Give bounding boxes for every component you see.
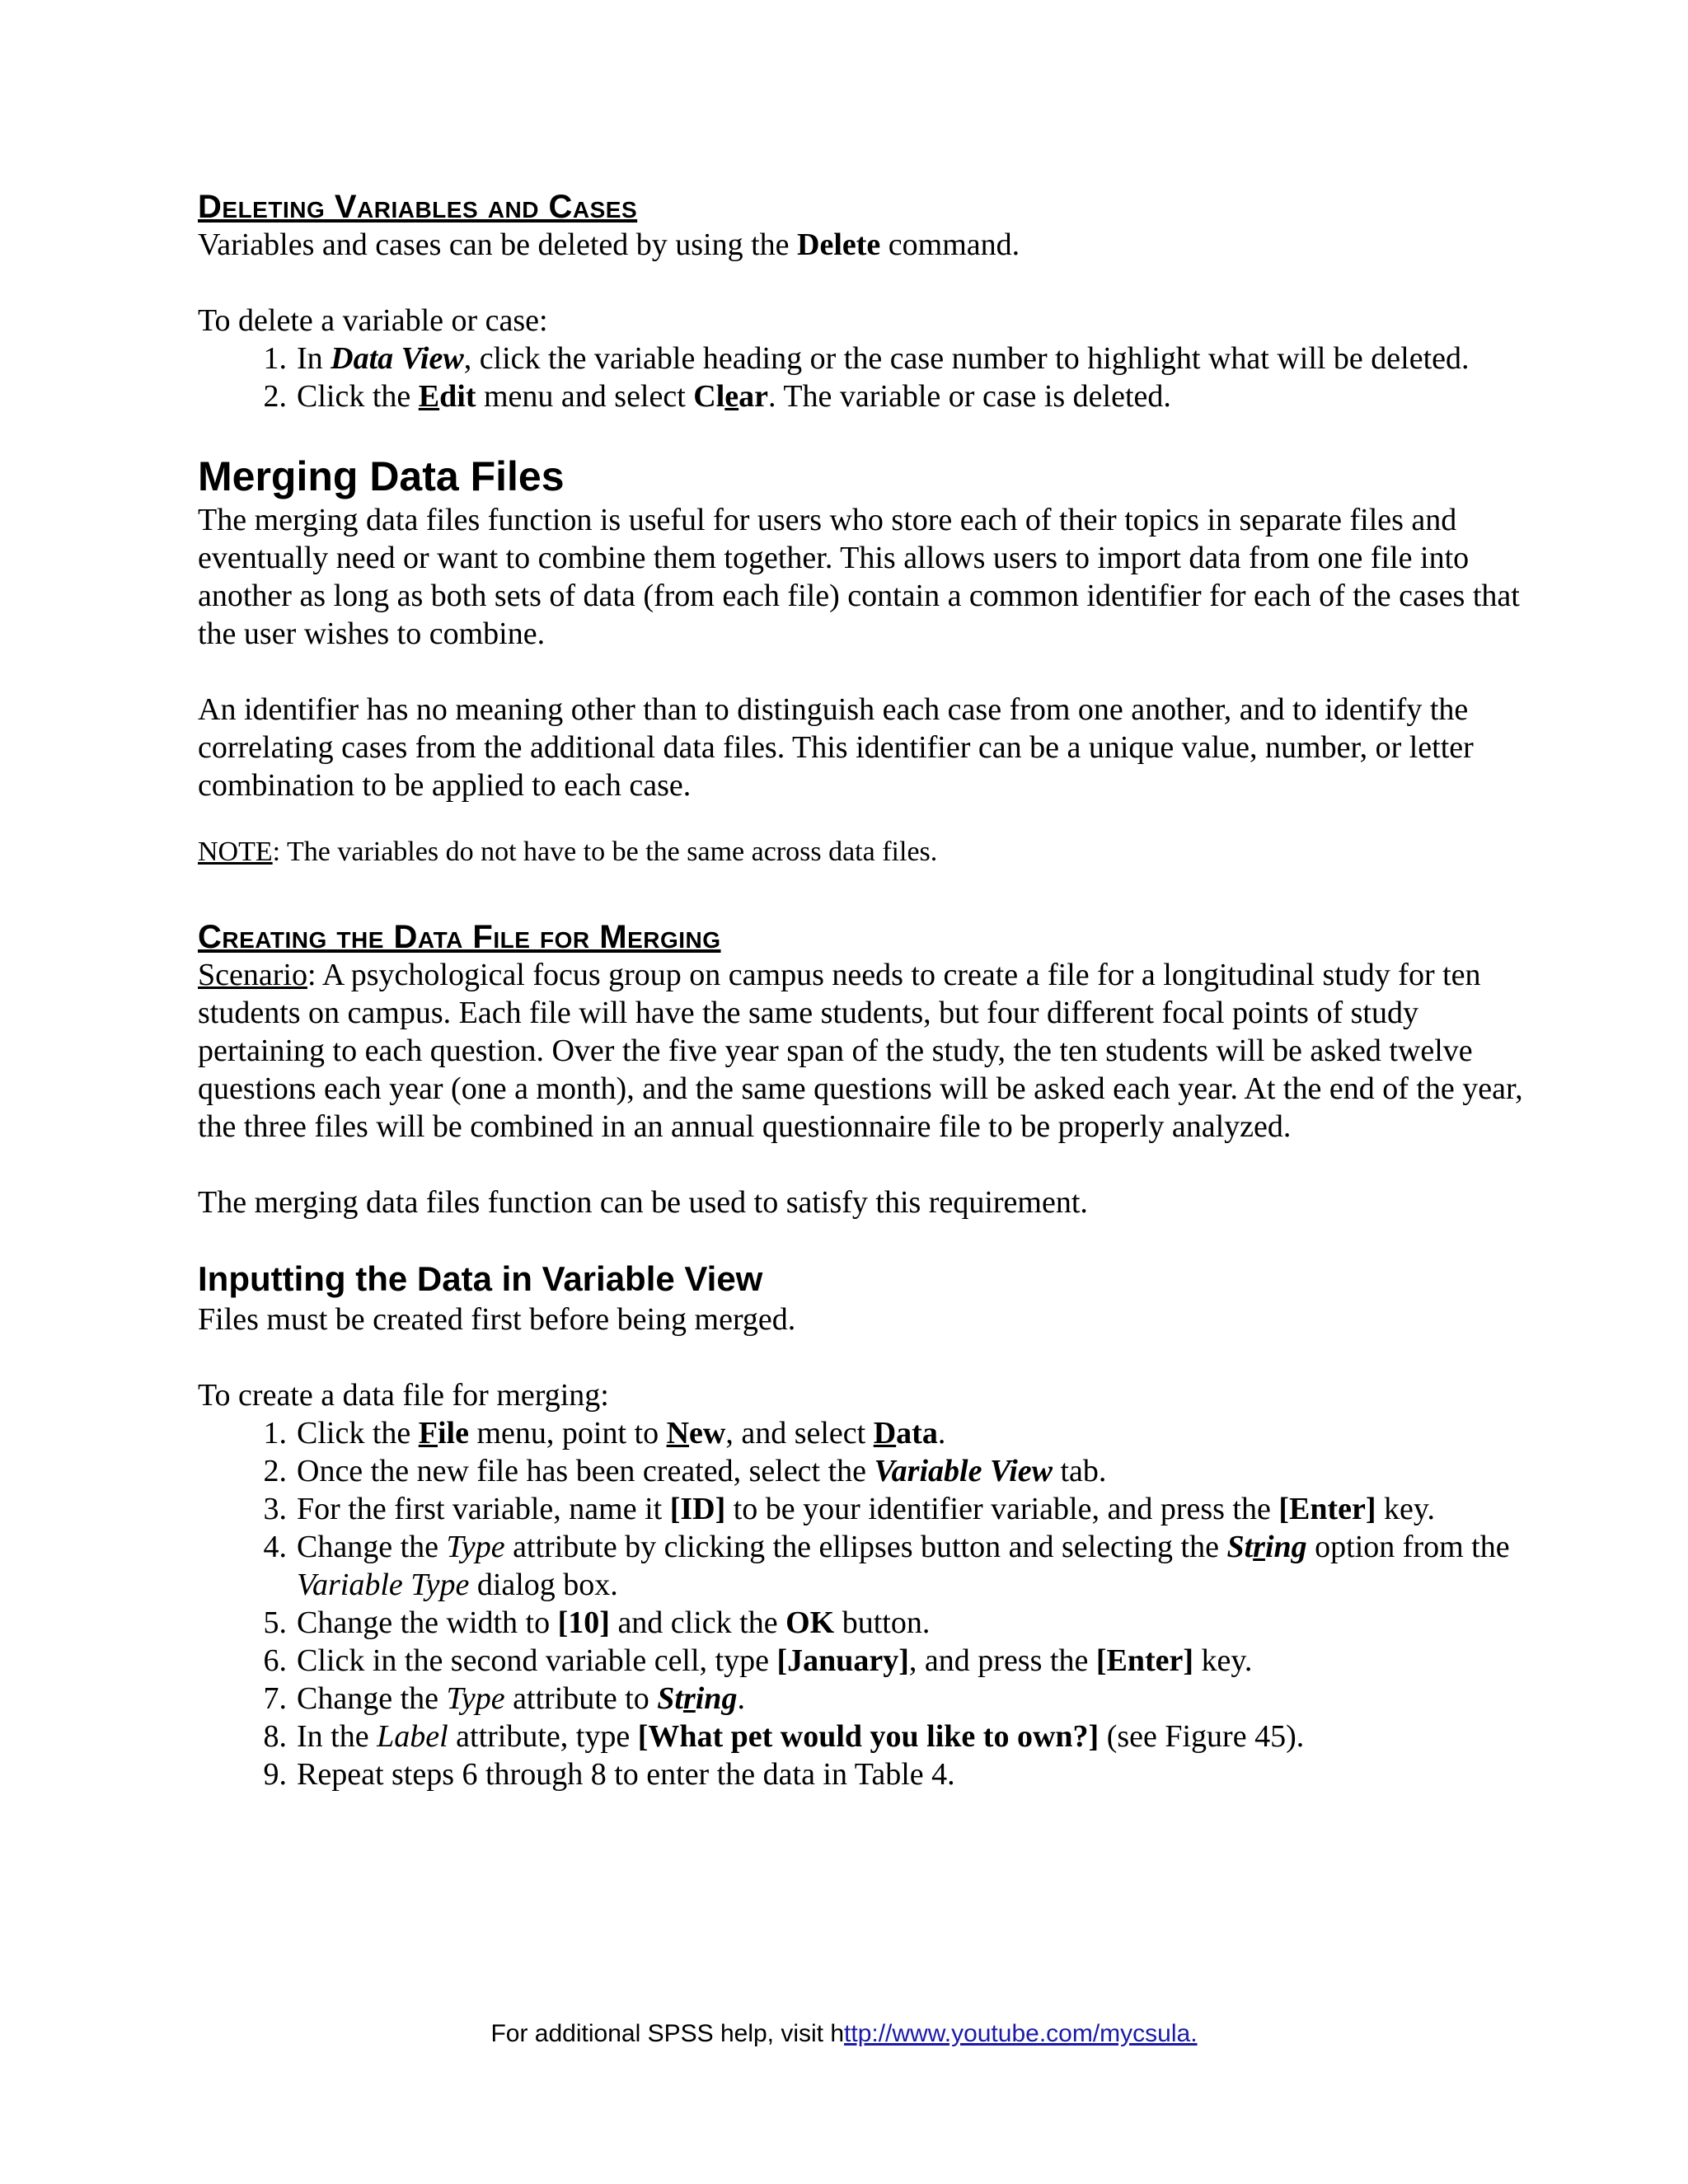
footer-text: For additional SPSS help, visit h	[490, 2020, 845, 2047]
section-heading-merging: Merging Data Files	[198, 453, 565, 499]
deleting-steps	[198, 340, 1525, 415]
merging-paragraph-2: An identifier has no meaning other than to distinguish each case from one another, and to identify the correlating cases from the additional data files. This identifier can be a unique value, number, or letter combination to be applied to each case.	[198, 692, 1474, 803]
list-item: 9. Repeat steps 6 through 8 to enter the data in Table 4.	[263, 1757, 955, 1792]
creating-paragraph-2: The merging data files function can be used to satisfy this requirement.	[198, 1185, 1088, 1220]
section-heading-deleting: Deleting Variables and Cases	[198, 189, 638, 225]
youtube-link[interactable]: ttp://www.youtube.com/mycsula.	[844, 2020, 1198, 2047]
scenario-paragraph: Scenario: A psychological focus group on campus needs to create a file for a longitudinal study for ten students on campus. Each file will have the same students, but four different focal points of study pertaining to each question. Over the five year span of the study, the ten students will be asked twelve questions each year (one a month), and the same questions will be asked each year. At the end of the year, the three files will be combined in an annual questionnaire file to be properly analyzed.	[198, 958, 1523, 1144]
list-item: 2. Click the Edit menu and select Clear. The variable or case is deleted.	[263, 379, 1171, 414]
list-item: 1. Click the File menu, point to New, and select Data.	[263, 1416, 946, 1451]
list-item: 4. Change the Type attribute by clicking the ellipses button and selecting the String option from the Variable Type dialog box.	[263, 1530, 1510, 1602]
list-item: 8. In the Label attribute, type [What pet would you like to own?] (see Figure 45).	[263, 1719, 1305, 1754]
page-footer	[0, 2019, 1688, 2049]
section-heading-inputting: Inputting the Data in Variable View	[198, 1259, 763, 1298]
deleting-intro: Variables and cases can be deleted by using the Delete command.	[198, 227, 1020, 262]
list-item: 2. Once the new file has been created, select the Variable View tab.	[263, 1454, 1107, 1488]
merging-paragraph-1: The merging data files function is useful for users who store each of their topics in separate files and eventually need or want to combine them together. This allows users to import data from one file into another as long as both sets of data (from each file) contain a common identifier for each of the cases that the user wishes to combine.	[198, 503, 1520, 651]
list-item: 1. In Data View, click the variable heading or the case number to highlight what will be deleted.	[263, 341, 1470, 376]
section-heading-creating: Creating the Data File for Merging	[198, 919, 721, 955]
inputting-intro: Files must be created first before being merged.	[198, 1302, 796, 1337]
inputting-lead: To create a data file for merging:	[198, 1378, 609, 1413]
list-item: 5. Change the width to [10] and click the OK button.	[263, 1605, 931, 1640]
list-item: 7. Change the Type attribute to String.	[263, 1681, 745, 1716]
merging-note: NOTE: The variables do not have to be the same across data files.	[198, 837, 938, 867]
deleting-lead: To delete a variable or case:	[198, 303, 548, 338]
list-item: 6. Click in the second variable cell, type [January], and press the [Enter] key.	[263, 1643, 1253, 1678]
list-item: 3. For the first variable, name it [ID] to be your identifier variable, and press the [Enter] key.	[263, 1492, 1435, 1526]
inputting-steps	[198, 1414, 1525, 1793]
page-content	[198, 188, 1525, 1793]
